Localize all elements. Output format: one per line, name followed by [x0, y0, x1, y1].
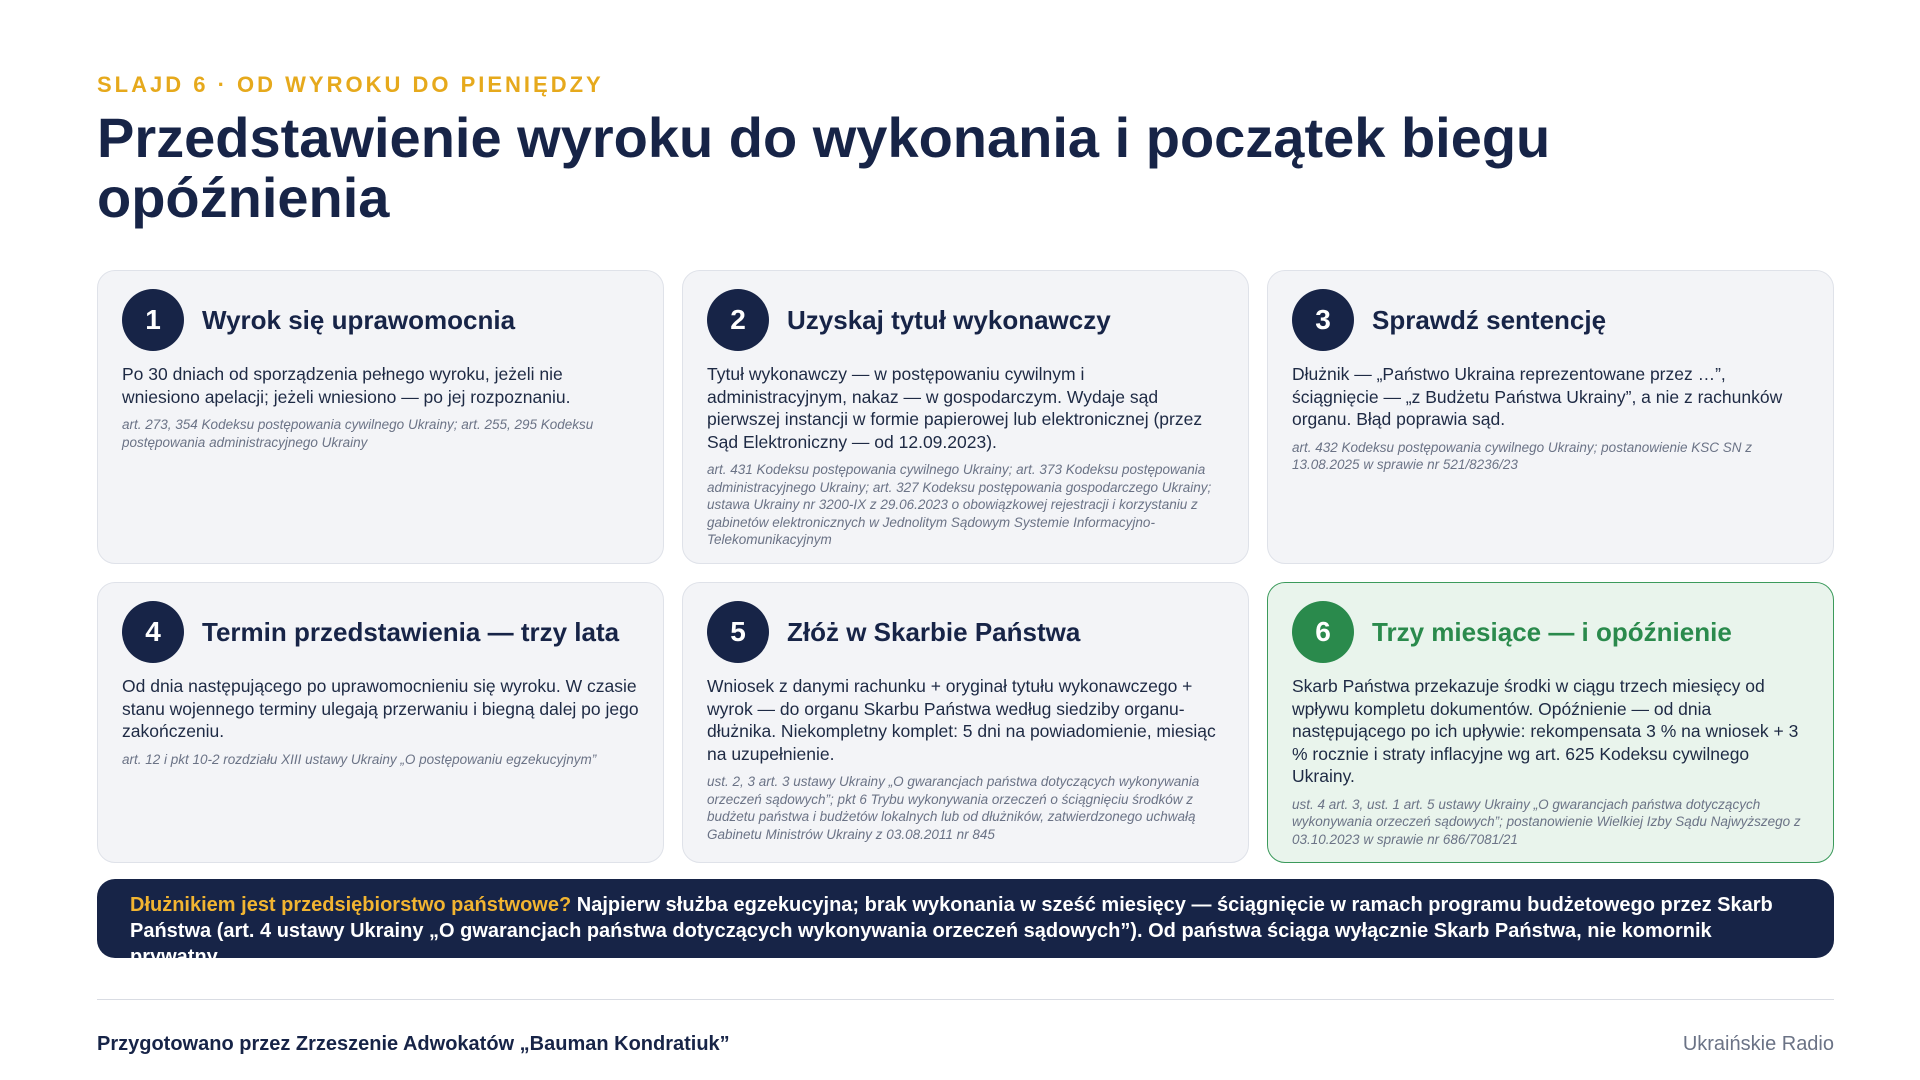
step-legal-reference: art. 431 Kodeksu postępowania cywilnego Ukrainy; art. 373 Kodeksu postępowania administracyjnego Ukrainy; art. 327 Kodeksu postępowania gospodarczego Ukrainy; ustawa Ukrainy nr 3200-IX z 29.06.2023 o obowiązkowej rejestracji i korzystaniu z gabinetów elektronicznych w Jednolitym Sądowym Systemie Informacyjno-Telekomunikacyjnym — [707, 462, 1212, 547]
footer-divider — [97, 999, 1834, 1000]
step-legal-reference: ust. 4 art. 3, ust. 1 art. 5 ustawy Ukrainy „O gwarancjach państwa dotyczących wykonywania orzeczeń sądowych”; postanowienie Wielkiej Izby Sądu Najwyższego z 03.10.2023 w sprawie nr 686/7081/21 — [1292, 796, 1801, 847]
step-legal-reference: art. 432 Kodeksu postępowania cywilnego Ukrainy; postanowienie KSC SN z 13.08.2025 w sprawie nr 521/8236/23 — [1292, 439, 1753, 472]
step-description: Wniosek z danymi rachunku + oryginał tytułu wykonawczego + wyrok — do organu Skarbu Państwa według siedziby organu-dłużnika. Niekompletny komplet: 5 dni na powiadomienie, miesiąc na uzupełnienie. — [707, 676, 1216, 764]
footer-credit: Przygotowano przez Zrzeszenie Adwokatów „Bauman Kondratiuk” — [97, 1033, 730, 1055]
step-card-3 — [1267, 270, 1834, 564]
step-card-5 — [682, 582, 1249, 863]
step-title: Termin przedstawienia — trzy lata — [202, 616, 620, 647]
steps-grid — [97, 270, 1834, 863]
slide-kicker: SLAJD 6 · OD WYROKU DO PIENIĘDZY — [97, 72, 604, 97]
step-number-badge: 4 — [122, 601, 184, 663]
step-legal-reference: ust. 2, 3 art. 3 ustawy Ukrainy „O gwarancjach państwa dotyczących wykonywania orzeczeń sądowych”; pkt 6 Trybu wykonywania orzeczeń o ściągnięciu środków z budżetu państwa i budżetów lokalnych lub od dłużników, zatwierdzonego uchwałą Gabinetu Ministrów Ukrainy z 03.08.2011 nr 845 — [707, 774, 1200, 842]
slide-title: Przedstawienie wyroku do wykonania i początek biegu opóźnienia — [97, 106, 1551, 229]
step-title: Sprawdź sentencję — [1372, 304, 1607, 335]
step-title: Złóż w Skarbie Państwa — [787, 616, 1081, 647]
step-card-header — [122, 601, 639, 663]
step-legal-reference: art. 273, 354 Kodeksu postępowania cywilnego Ukrainy; art. 255, 295 Kodeksu postępowania administracyjnego Ukrainy — [122, 417, 594, 450]
step-description: Skarb Państwa przekazuje środki w ciągu trzech miesięcy od wpływu kompletu dokumentów. Opóźnienie — od dnia następującego po ich upływie: rekompensata 3 % na wniosek + 3 % rocznie i straty inflacyjne wg art. 625 Kodeksu cywilnego Ukrainy. — [1292, 676, 1799, 786]
step-title: Wyrok się uprawomocnia — [202, 304, 516, 335]
step-number-badge: 5 — [707, 601, 769, 663]
step-card-1 — [97, 270, 664, 564]
step-title: Trzy miesiące — i opóźnienie — [1372, 616, 1732, 647]
step-number-badge: 6 — [1292, 601, 1354, 663]
banner-highlight: Dłużnikiem jest przedsiębiorstwo państwowe? — [130, 894, 572, 916]
step-card-2 — [682, 270, 1249, 564]
info-banner — [97, 879, 1834, 968]
step-card-4 — [97, 582, 664, 863]
step-card-header — [707, 601, 1224, 663]
step-description: Po 30 dniach od sporządzenia pełnego wyroku, jeżeli nie wniesiono apelacji; jeżeli wniesiono — po jej rozpoznaniu. — [122, 364, 571, 407]
step-card-header — [1292, 289, 1809, 351]
step-description: Dłużnik — „Państwo Ukraina reprezentowane przez …”, ściągnięcie — „z Budżetu Państwa Ukrainy”, a nie z rachunków organu. Błąd poprawia sąd. — [1292, 364, 1783, 429]
step-title: Uzyskaj tytuł wykonawczy — [787, 304, 1111, 335]
step-number-badge: 2 — [707, 289, 769, 351]
step-number-badge: 1 — [122, 289, 184, 351]
step-description: Od dnia następującego po uprawomocnieniu się wyroku. W czasie stanu wojennego terminy ulegają przerwaniu i biegną dalej po jego zakończeniu. — [122, 676, 639, 741]
step-card-header — [1292, 601, 1809, 663]
footer-brand: Ukraińskie Radio — [1682, 1033, 1834, 1055]
step-card-header — [707, 289, 1224, 351]
step-card-header — [122, 289, 639, 351]
step-legal-reference: art. 12 i pkt 10-2 rozdziału XIII ustawy Ukrainy „O postępowaniu egzekucyjnym” — [122, 751, 597, 767]
banner-text: Najpierw służba egzekucyjna; brak wykonania w sześć miesięcy — ściągnięcie w ramach programu budżetowego przez Skarb Państwa (art. 4 ustawy Ukrainy „O gwarancjach państwa dotyczących wykonywania orzeczeń sądowych”). Od państwa ściąga wyłącznie Skarb Państwa, nie komornik prywatny. — [130, 894, 1773, 968]
step-number-badge: 3 — [1292, 289, 1354, 351]
step-description: Tytuł wykonawczy — w postępowaniu cywilnym i administracyjnym, nakaz — w gospodarczym. Wydaje sąd pierwszej instancji w formie papierowej lub elektronicznej (przez Sąd Elektroniczny — od 12.09.2023). — [707, 364, 1203, 452]
step-card-6 — [1267, 582, 1834, 863]
